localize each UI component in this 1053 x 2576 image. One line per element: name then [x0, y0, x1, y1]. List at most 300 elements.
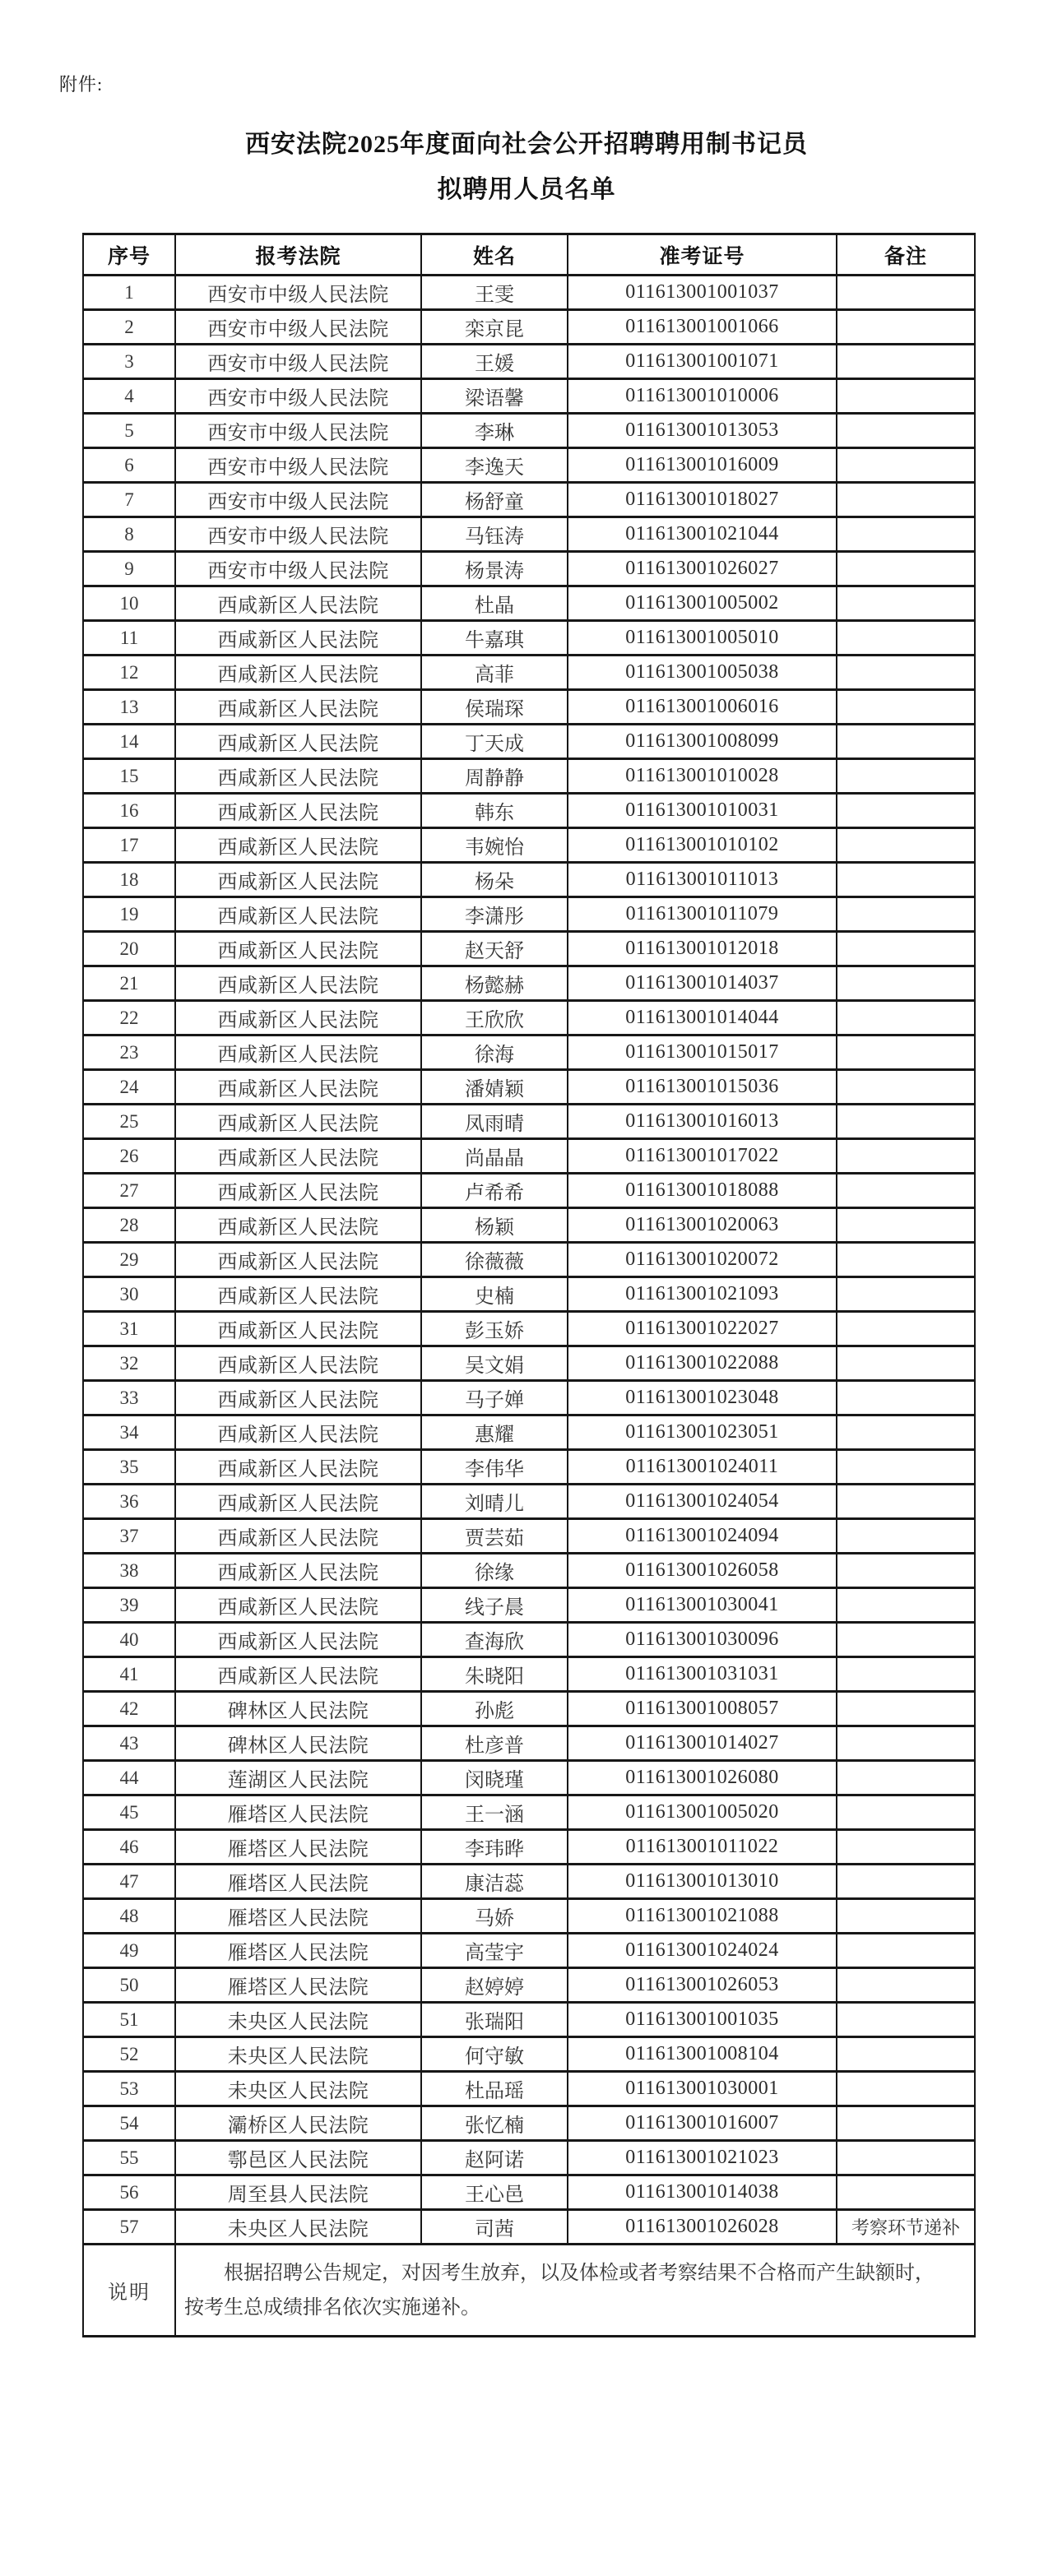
- cell-remark: [837, 1070, 975, 1105]
- cell-name: 线子晨: [421, 1588, 568, 1623]
- note-text: [175, 2245, 975, 2337]
- cell-name: 栾京昆: [421, 310, 568, 345]
- cell-court: 西咸新区人民法院: [175, 1208, 421, 1243]
- cell-ticket: 011613001021044: [568, 517, 837, 552]
- cell-ticket: 011613001024054: [568, 1485, 837, 1519]
- cell-name: 李逸天: [421, 448, 568, 483]
- cell-ticket: 011613001026058: [568, 1554, 837, 1588]
- table-row: [83, 586, 975, 621]
- cell-index: 28: [83, 1208, 175, 1243]
- cell-court: 西咸新区人民法院: [175, 1139, 421, 1174]
- cell-court: 西安市中级人民法院: [175, 345, 421, 379]
- cell-name: 王心邑: [421, 2175, 568, 2210]
- cell-ticket: 011613001010031: [568, 794, 837, 828]
- table-row: [83, 1623, 975, 1657]
- cell-ticket: 011613001020063: [568, 1208, 837, 1243]
- cell-name: 杨懿赫: [421, 966, 568, 1001]
- cell-index: 35: [83, 1450, 175, 1485]
- cell-name: 李琳: [421, 414, 568, 448]
- cell-index: 4: [83, 379, 175, 414]
- cell-remark: [837, 1346, 975, 1381]
- cell-name: 史楠: [421, 1277, 568, 1312]
- cell-name: 李玮晔: [421, 1830, 568, 1865]
- cell-court: 西安市中级人民法院: [175, 414, 421, 448]
- cell-court: 周至县人民法院: [175, 2175, 421, 2210]
- table-row: [83, 1035, 975, 1070]
- table-row: [83, 863, 975, 897]
- cell-ticket: 011613001017022: [568, 1139, 837, 1174]
- cell-name: 闵晓瑾: [421, 1761, 568, 1795]
- table-row: [83, 1865, 975, 1899]
- cell-remark: [837, 1208, 975, 1243]
- cell-ticket: 011613001022088: [568, 1346, 837, 1381]
- cell-court: 碑林区人民法院: [175, 1726, 421, 1761]
- table-row: [83, 1554, 975, 1588]
- table-row: [83, 1657, 975, 1692]
- cell-name: 马子婵: [421, 1381, 568, 1415]
- cell-index: 57: [83, 2210, 175, 2245]
- table-row: [83, 1070, 975, 1105]
- cell-court: 未央区人民法院: [175, 2072, 421, 2106]
- cell-court: 西安市中级人民法院: [175, 448, 421, 483]
- cell-remark: 考察环节递补: [837, 2210, 975, 2245]
- cell-court: 西安市中级人民法院: [175, 276, 421, 310]
- cell-name: 张瑞阳: [421, 2003, 568, 2037]
- cell-ticket: 011613001008057: [568, 1692, 837, 1726]
- cell-ticket: 011613001001066: [568, 310, 837, 345]
- table-row: [83, 932, 975, 966]
- cell-remark: [837, 1899, 975, 1934]
- table-row: [83, 1450, 975, 1485]
- table-row: [83, 1277, 975, 1312]
- personnel-table: [82, 233, 976, 2337]
- cell-index: 21: [83, 966, 175, 1001]
- cell-name: 李伟华: [421, 1450, 568, 1485]
- cell-index: 6: [83, 448, 175, 483]
- cell-remark: [837, 621, 975, 656]
- cell-ticket: 011613001026028: [568, 2210, 837, 2245]
- cell-index: 31: [83, 1312, 175, 1346]
- cell-court: 西咸新区人民法院: [175, 1519, 421, 1554]
- cell-index: 23: [83, 1035, 175, 1070]
- cell-index: 5: [83, 414, 175, 448]
- table-row: [83, 2210, 975, 2245]
- cell-court: 西咸新区人民法院: [175, 1035, 421, 1070]
- cell-court: 西安市中级人民法院: [175, 517, 421, 552]
- table-row: [83, 690, 975, 725]
- cell-remark: [837, 2175, 975, 2210]
- cell-name: 彭玉娇: [421, 1312, 568, 1346]
- cell-ticket: 011613001005038: [568, 656, 837, 690]
- note-row: [83, 2245, 975, 2337]
- cell-court: 西咸新区人民法院: [175, 1623, 421, 1657]
- cell-ticket: 011613001015036: [568, 1070, 837, 1105]
- cell-ticket: 011613001011013: [568, 863, 837, 897]
- cell-remark: [837, 2072, 975, 2106]
- cell-court: 未央区人民法院: [175, 2037, 421, 2072]
- cell-index: 43: [83, 1726, 175, 1761]
- cell-ticket: 011613001008099: [568, 725, 837, 759]
- cell-remark: [837, 897, 975, 932]
- cell-ticket: 011613001008104: [568, 2037, 837, 2072]
- cell-remark: [837, 379, 975, 414]
- cell-ticket: 011613001024094: [568, 1519, 837, 1554]
- cell-name: 贾芸茹: [421, 1519, 568, 1554]
- cell-remark: [837, 932, 975, 966]
- cell-court: 西咸新区人民法院: [175, 966, 421, 1001]
- cell-name: 朱晓阳: [421, 1657, 568, 1692]
- cell-name: 赵天舒: [421, 932, 568, 966]
- cell-court: 西咸新区人民法院: [175, 897, 421, 932]
- cell-court: 西安市中级人民法院: [175, 552, 421, 586]
- cell-ticket: 011613001016007: [568, 2106, 837, 2141]
- cell-name: 刘晴儿: [421, 1485, 568, 1519]
- cell-ticket: 011613001001037: [568, 276, 837, 310]
- cell-ticket: 011613001014037: [568, 966, 837, 1001]
- cell-ticket: 011613001021088: [568, 1899, 837, 1934]
- cell-ticket: 011613001024024: [568, 1934, 837, 1968]
- cell-name: 杜彦普: [421, 1726, 568, 1761]
- cell-ticket: 011613001012018: [568, 932, 837, 966]
- table-row: [83, 2175, 975, 2210]
- cell-ticket: 011613001013053: [568, 414, 837, 448]
- cell-ticket: 011613001001071: [568, 345, 837, 379]
- cell-remark: [837, 414, 975, 448]
- cell-ticket: 011613001021093: [568, 1277, 837, 1312]
- table-row: [83, 656, 975, 690]
- cell-ticket: 011613001014044: [568, 1001, 837, 1035]
- cell-remark: [837, 656, 975, 690]
- table-row: [83, 1415, 975, 1450]
- cell-index: 34: [83, 1415, 175, 1450]
- cell-court: 西咸新区人民法院: [175, 794, 421, 828]
- table-row: [83, 1312, 975, 1346]
- table-row: [83, 2072, 975, 2106]
- cell-court: 未央区人民法院: [175, 2210, 421, 2245]
- cell-name: 杨颖: [421, 1208, 568, 1243]
- cell-ticket: 011613001005010: [568, 621, 837, 656]
- cell-index: 39: [83, 1588, 175, 1623]
- cell-index: 27: [83, 1174, 175, 1208]
- cell-ticket: 011613001014027: [568, 1726, 837, 1761]
- table-row: [83, 794, 975, 828]
- cell-name: 马娇: [421, 1899, 568, 1934]
- cell-index: 56: [83, 2175, 175, 2210]
- cell-name: 何守敏: [421, 2037, 568, 2072]
- cell-index: 54: [83, 2106, 175, 2141]
- cell-remark: [837, 2003, 975, 2037]
- table-row: [83, 1795, 975, 1830]
- cell-remark: [837, 725, 975, 759]
- cell-index: 7: [83, 483, 175, 517]
- cell-index: 38: [83, 1554, 175, 1588]
- cell-remark: [837, 2106, 975, 2141]
- table-row: [83, 2141, 975, 2175]
- cell-name: 丁天成: [421, 725, 568, 759]
- cell-index: 22: [83, 1001, 175, 1035]
- cell-name: 孙彪: [421, 1692, 568, 1726]
- cell-index: 25: [83, 1105, 175, 1139]
- cell-index: 1: [83, 276, 175, 310]
- cell-name: 卢希希: [421, 1174, 568, 1208]
- cell-name: 徐缘: [421, 1554, 568, 1588]
- cell-court: 西咸新区人民法院: [175, 1415, 421, 1450]
- cell-court: 雁塔区人民法院: [175, 1899, 421, 1934]
- cell-court: 西咸新区人民法院: [175, 1588, 421, 1623]
- cell-court: 雁塔区人民法院: [175, 1865, 421, 1899]
- cell-remark: [837, 1312, 975, 1346]
- cell-court: 雁塔区人民法院: [175, 1795, 421, 1830]
- table-row: [83, 966, 975, 1001]
- table-row: [83, 1519, 975, 1554]
- cell-name: 侯瑞琛: [421, 690, 568, 725]
- cell-ticket: 011613001005002: [568, 586, 837, 621]
- cell-ticket: 011613001026027: [568, 552, 837, 586]
- cell-name: 韩东: [421, 794, 568, 828]
- cell-ticket: 011613001013010: [568, 1865, 837, 1899]
- cell-remark: [837, 1139, 975, 1174]
- cell-index: 55: [83, 2141, 175, 2175]
- table-row: [83, 2106, 975, 2141]
- table-row: [83, 1174, 975, 1208]
- cell-remark: [837, 2037, 975, 2072]
- column-header-index: 序号: [83, 234, 175, 276]
- table-row: [83, 1761, 975, 1795]
- cell-name: 张忆楠: [421, 2106, 568, 2141]
- cell-name: 杜品瑶: [421, 2072, 568, 2106]
- cell-ticket: 011613001030096: [568, 1623, 837, 1657]
- cell-remark: [837, 1277, 975, 1312]
- cell-ticket: 011613001030041: [568, 1588, 837, 1623]
- cell-ticket: 011613001005020: [568, 1795, 837, 1830]
- cell-index: 29: [83, 1243, 175, 1277]
- cell-ticket: 011613001020072: [568, 1243, 837, 1277]
- cell-remark: [837, 1588, 975, 1623]
- cell-index: 46: [83, 1830, 175, 1865]
- cell-index: 10: [83, 586, 175, 621]
- cell-index: 48: [83, 1899, 175, 1934]
- cell-index: 49: [83, 1934, 175, 1968]
- table-row: [83, 1208, 975, 1243]
- table-row: [83, 1485, 975, 1519]
- cell-remark: [837, 345, 975, 379]
- cell-name: 牛嘉琪: [421, 621, 568, 656]
- cell-court: 西咸新区人民法院: [175, 1657, 421, 1692]
- cell-index: 32: [83, 1346, 175, 1381]
- table-row: [83, 1692, 975, 1726]
- cell-court: 鄠邑区人民法院: [175, 2141, 421, 2175]
- cell-remark: [837, 1035, 975, 1070]
- cell-ticket: 011613001010102: [568, 828, 837, 863]
- cell-index: 12: [83, 656, 175, 690]
- table-row: [83, 828, 975, 863]
- cell-court: 灞桥区人民法院: [175, 2106, 421, 2141]
- cell-index: 16: [83, 794, 175, 828]
- cell-index: 44: [83, 1761, 175, 1795]
- cell-remark: [837, 690, 975, 725]
- cell-name: 韦婉怡: [421, 828, 568, 863]
- table-row: [83, 552, 975, 586]
- cell-remark: [837, 1865, 975, 1899]
- cell-index: 24: [83, 1070, 175, 1105]
- cell-remark: [837, 276, 975, 310]
- cell-court: 西咸新区人民法院: [175, 1554, 421, 1588]
- cell-remark: [837, 1174, 975, 1208]
- cell-court: 西咸新区人民法院: [175, 690, 421, 725]
- cell-name: 周静静: [421, 759, 568, 794]
- column-header-court: 报考法院: [175, 234, 421, 276]
- cell-index: 47: [83, 1865, 175, 1899]
- cell-name: 潘婧颖: [421, 1070, 568, 1105]
- cell-court: 碑林区人民法院: [175, 1692, 421, 1726]
- table-row: [83, 448, 975, 483]
- cell-court: 西咸新区人民法院: [175, 932, 421, 966]
- cell-ticket: 011613001031031: [568, 1657, 837, 1692]
- cell-name: 王媛: [421, 345, 568, 379]
- cell-court: 西咸新区人民法院: [175, 1243, 421, 1277]
- cell-remark: [837, 1105, 975, 1139]
- cell-remark: [837, 1968, 975, 2003]
- cell-name: 杜晶: [421, 586, 568, 621]
- cell-ticket: 011613001016009: [568, 448, 837, 483]
- column-header-remark: 备注: [837, 234, 975, 276]
- cell-remark: [837, 1450, 975, 1485]
- cell-name: 马钰涛: [421, 517, 568, 552]
- table-row: [83, 759, 975, 794]
- cell-remark: [837, 1795, 975, 1830]
- cell-name: 梁语馨: [421, 379, 568, 414]
- cell-index: 41: [83, 1657, 175, 1692]
- cell-court: 西咸新区人民法院: [175, 1105, 421, 1139]
- cell-index: 2: [83, 310, 175, 345]
- cell-name: 吴文娟: [421, 1346, 568, 1381]
- cell-court: 西咸新区人民法院: [175, 586, 421, 621]
- table-row: [83, 1243, 975, 1277]
- cell-index: 15: [83, 759, 175, 794]
- cell-index: 36: [83, 1485, 175, 1519]
- cell-remark: [837, 1692, 975, 1726]
- table-row: [83, 1105, 975, 1139]
- cell-remark: [837, 586, 975, 621]
- cell-index: 18: [83, 863, 175, 897]
- cell-court: 西咸新区人民法院: [175, 1485, 421, 1519]
- cell-index: 30: [83, 1277, 175, 1312]
- cell-ticket: 011613001010028: [568, 759, 837, 794]
- cell-court: 莲湖区人民法院: [175, 1761, 421, 1795]
- cell-remark: [837, 1761, 975, 1795]
- table-row: [83, 1139, 975, 1174]
- page-title-line2: 拟聘用人员名单: [437, 176, 616, 203]
- cell-name: 王雯: [421, 276, 568, 310]
- table-row: [83, 1830, 975, 1865]
- cell-court: 西咸新区人民法院: [175, 1070, 421, 1105]
- cell-court: 西咸新区人民法院: [175, 1174, 421, 1208]
- cell-name: 查海欣: [421, 1623, 568, 1657]
- cell-court: 西安市中级人民法院: [175, 310, 421, 345]
- table-header-row: [83, 234, 975, 276]
- cell-court: 西咸新区人民法院: [175, 656, 421, 690]
- cell-index: 17: [83, 828, 175, 863]
- cell-name: 杨朵: [421, 863, 568, 897]
- cell-index: 3: [83, 345, 175, 379]
- cell-remark: [837, 1934, 975, 1968]
- cell-remark: [837, 1381, 975, 1415]
- cell-index: 8: [83, 517, 175, 552]
- table-row: [83, 1588, 975, 1623]
- cell-court: 西咸新区人民法院: [175, 621, 421, 656]
- cell-name: 司茜: [421, 2210, 568, 2245]
- cell-remark: [837, 448, 975, 483]
- cell-ticket: 011613001016013: [568, 1105, 837, 1139]
- cell-remark: [837, 2141, 975, 2175]
- cell-index: 19: [83, 897, 175, 932]
- cell-court: 西咸新区人民法院: [175, 1450, 421, 1485]
- cell-ticket: 011613001001035: [568, 2003, 837, 2037]
- cell-remark: [837, 310, 975, 345]
- table-body: [83, 276, 975, 2245]
- cell-index: 45: [83, 1795, 175, 1830]
- note-label: 说明: [83, 2245, 175, 2337]
- cell-name: 徐海: [421, 1035, 568, 1070]
- cell-remark: [837, 828, 975, 863]
- attachment-label: 附件:: [59, 74, 104, 95]
- cell-ticket: 011613001006016: [568, 690, 837, 725]
- cell-court: 西咸新区人民法院: [175, 863, 421, 897]
- cell-court: 雁塔区人民法院: [175, 1968, 421, 2003]
- table-row: [83, 276, 975, 310]
- cell-remark: [837, 863, 975, 897]
- cell-index: 20: [83, 932, 175, 966]
- cell-remark: [837, 1001, 975, 1035]
- cell-name: 尚晶晶: [421, 1139, 568, 1174]
- cell-remark: [837, 1623, 975, 1657]
- cell-name: 凤雨晴: [421, 1105, 568, 1139]
- cell-remark: [837, 1485, 975, 1519]
- cell-index: 26: [83, 1139, 175, 1174]
- table-row: [83, 1726, 975, 1761]
- cell-name: 惠耀: [421, 1415, 568, 1450]
- cell-court: 西咸新区人民法院: [175, 1381, 421, 1415]
- cell-index: 50: [83, 1968, 175, 2003]
- cell-index: 40: [83, 1623, 175, 1657]
- cell-court: 西咸新区人民法院: [175, 759, 421, 794]
- cell-ticket: 011613001026053: [568, 1968, 837, 2003]
- column-header-ticket: 准考证号: [568, 234, 837, 276]
- cell-name: 赵阿诺: [421, 2141, 568, 2175]
- table-row: [83, 1346, 975, 1381]
- cell-remark: [837, 1243, 975, 1277]
- page-title: [0, 122, 1053, 212]
- cell-index: 14: [83, 725, 175, 759]
- cell-remark: [837, 1657, 975, 1692]
- cell-remark: [837, 1830, 975, 1865]
- cell-remark: [837, 1519, 975, 1554]
- cell-remark: [837, 1554, 975, 1588]
- cell-name: 王一涵: [421, 1795, 568, 1830]
- cell-index: 53: [83, 2072, 175, 2106]
- cell-ticket: 011613001015017: [568, 1035, 837, 1070]
- cell-court: 西咸新区人民法院: [175, 1346, 421, 1381]
- cell-court: 西咸新区人民法院: [175, 725, 421, 759]
- cell-index: 37: [83, 1519, 175, 1554]
- column-header-name: 姓名: [421, 234, 568, 276]
- cell-index: 42: [83, 1692, 175, 1726]
- table-row: [83, 483, 975, 517]
- cell-remark: [837, 1415, 975, 1450]
- table-row: [83, 2037, 975, 2072]
- cell-name: 李潇彤: [421, 897, 568, 932]
- page-title-line1: 西安法院2025年度面向社会公开招聘聘用制书记员: [245, 131, 808, 158]
